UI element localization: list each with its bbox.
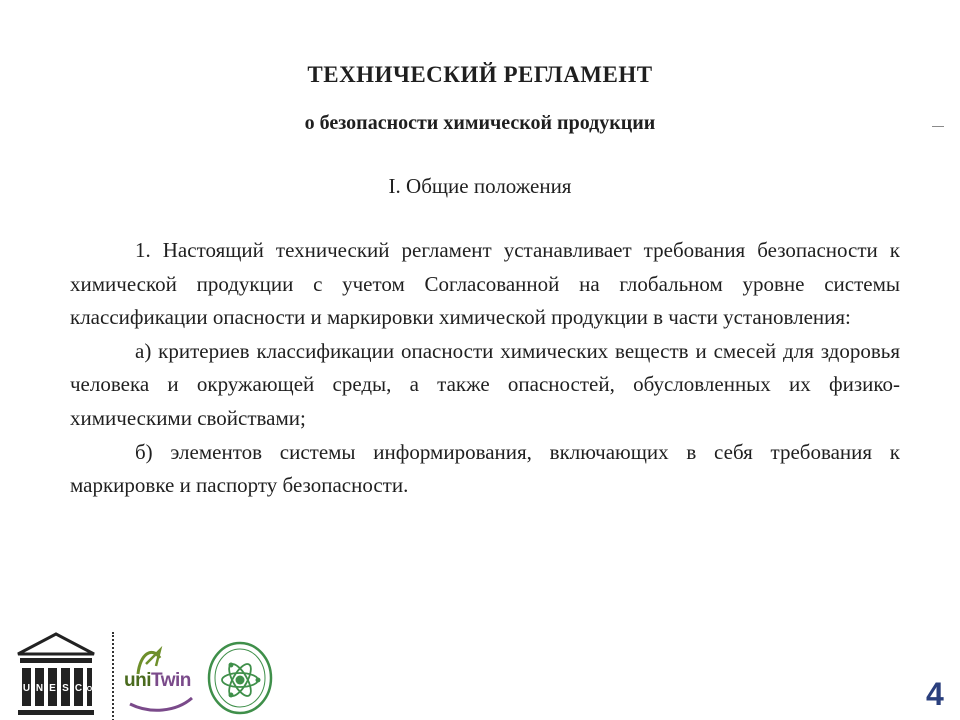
page-number: 4 [926,676,944,712]
unesco-letter-e: E [49,683,56,694]
unesco-letter-c: C [74,683,83,694]
document-subtitle: о безопасности химической продукции [304,112,656,134]
unesco-letter-n: N [35,683,44,694]
logo-divider [112,632,114,720]
unesco-letter-u: U [22,683,31,694]
unesco-letter-s: S [62,683,69,694]
atom-seal-logo [206,640,274,716]
paragraph-1: 1. Настоящий технический регламент устанавливает требования безопасности к химической продукции с учетом Согласованной на глобальном уровне системы классификации опасности и маркировки химической продукции в части установления: [70,238,900,330]
unitwin-logo [120,640,202,720]
unesco-letter-o: O [86,686,93,693]
paragraph-b: б) элементов системы информирования, включающих в себя требования к маркировке и паспорту безопасности. [70,439,900,498]
section-heading: I. Общие положения [388,174,572,198]
footer-logos [0,620,300,720]
document-body [70,234,900,503]
unitwin-wordmark: uniTwin [124,670,191,691]
document-title: ТЕХНИЧЕСКИЙ РЕГЛАМЕНТ [307,62,653,87]
unesco-logo [14,630,98,720]
margin-dash [932,126,944,127]
paragraph-a: а) критериев классификации опасности химических веществ и смесей для здоровья человека и окружающей среды, а также опасностей, обусловленных их физико-химическими свойствами; [70,338,900,430]
